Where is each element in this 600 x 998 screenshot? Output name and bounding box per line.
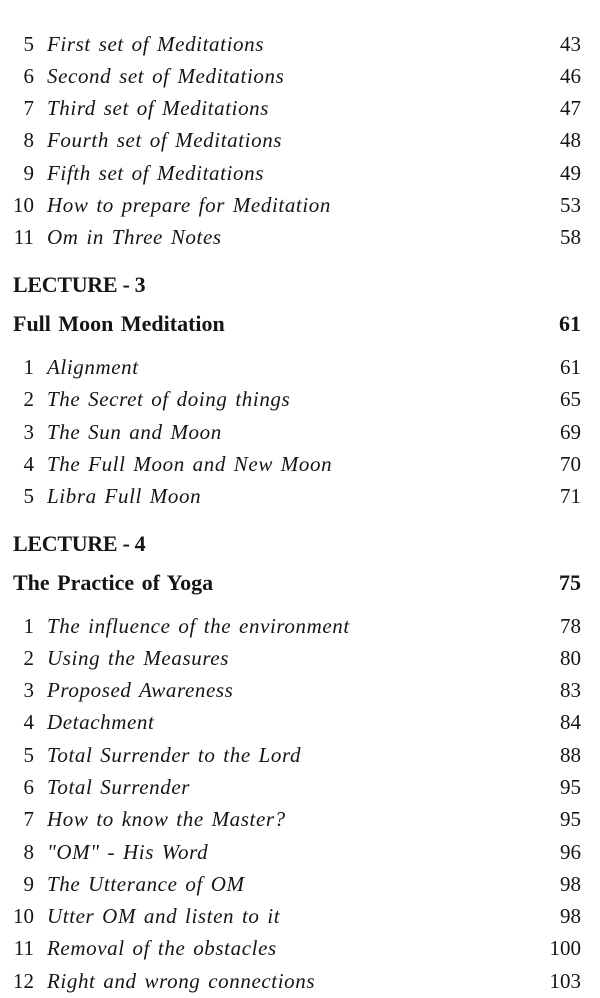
entry-page: 88 [560,743,581,767]
entry-title: Utter OM and listen to it [47,904,281,928]
entry-page: 53 [560,193,581,217]
entry-page: 98 [560,872,581,896]
toc-entry[interactable] [0,416,600,448]
entry-title: Detachment [47,710,155,734]
entry-title: Proposed Awareness [47,678,234,702]
lecture-page: 75 [559,570,581,595]
entry-number: 11 [13,225,34,249]
entry-title: Fifth set of Meditations [47,161,264,185]
entry-page: 100 [549,936,581,960]
entry-page: 43 [560,32,581,56]
lecture-label: LECTURE - 4 [13,531,146,556]
entry-title: The Secret of doing things [47,387,291,411]
entry-number: 5 [23,32,34,56]
toc-entry[interactable] [0,674,600,706]
entry-number: 1 [23,355,34,379]
entry-number: 7 [23,807,34,831]
entry-title: Right and wrong connections [47,969,316,993]
toc-entry[interactable] [0,771,600,803]
entry-page: 58 [560,225,581,249]
entry-title: Total Surrender to the Lord [47,743,302,767]
toc-entry[interactable] [0,189,600,221]
entry-page: 95 [560,775,581,799]
toc-entry[interactable] [0,92,600,124]
toc-entry[interactable] [0,803,600,835]
toc-entry[interactable] [0,351,600,383]
entry-number: 12 [13,969,34,993]
toc-entry[interactable] [0,157,600,189]
toc-entry[interactable] [0,836,600,868]
entry-title: Third set of Meditations [47,96,270,120]
entry-number: 8 [23,840,34,864]
entry-page: 61 [560,355,581,379]
toc-entry[interactable] [0,383,600,415]
lecture-label: LECTURE - 3 [13,272,146,297]
entry-number: 11 [13,936,34,960]
entry-number: 10 [13,904,34,928]
lecture-title: Full Moon Meditation [13,311,225,336]
entry-page: 49 [560,161,581,185]
entry-page: 96 [560,840,581,864]
entry-title: How to know the Master? [47,807,286,831]
entry-number: 6 [23,64,34,88]
entry-title: Second set of Meditations [47,64,285,88]
lecture-heading[interactable] [0,566,600,600]
entry-title: How to prepare for Meditation [47,193,331,217]
entry-number: 5 [23,743,34,767]
toc-entry[interactable] [0,60,600,92]
entry-title: "OM" - His Word [47,840,209,864]
toc-entry[interactable] [0,739,600,771]
toc-entry[interactable] [0,868,600,900]
entry-title: Om in Three Notes [47,225,222,249]
entry-title: The Full Moon and New Moon [47,452,333,476]
entry-page: 47 [560,96,581,120]
lecture-title: The Practice of Yoga [13,570,214,595]
toc-entry[interactable] [0,448,600,480]
entry-page: 71 [560,484,581,508]
entry-number: 2 [23,646,34,670]
toc-entry[interactable] [0,610,600,642]
entry-number: 10 [13,193,34,217]
entry-number: 7 [23,96,34,120]
entry-page: 69 [560,420,581,444]
entry-page: 70 [560,452,581,476]
entry-page: 48 [560,128,581,152]
entry-page: 65 [560,387,581,411]
entry-page: 98 [560,904,581,928]
toc-entry[interactable] [0,642,600,674]
entry-page: 95 [560,807,581,831]
entry-number: 5 [23,484,34,508]
entry-title: First set of Meditations [47,32,264,56]
toc-entry[interactable] [0,900,600,932]
entry-page: 103 [549,969,581,993]
entry-title: The Sun and Moon [47,420,222,444]
entry-page: 46 [560,64,581,88]
entry-number: 9 [23,161,34,185]
entry-number: 6 [23,775,34,799]
entry-title: Fourth set of Meditations [47,128,283,152]
toc-entry[interactable] [0,28,600,60]
toc-entry[interactable] [0,965,600,997]
lecture-heading[interactable] [0,307,600,341]
entry-page: 78 [560,614,581,638]
entry-title: Alignment [47,355,139,379]
entry-number: 1 [23,614,34,638]
entry-page: 83 [560,678,581,702]
entry-title: The Utterance of OM [47,872,245,896]
lecture-page: 61 [559,311,581,336]
toc-entry[interactable] [0,124,600,156]
entry-number: 3 [23,678,34,702]
entry-title: Libra Full Moon [47,484,202,508]
entry-title: Total Surrender [47,775,191,799]
toc-entry[interactable] [0,932,600,964]
entry-number: 4 [23,452,34,476]
entry-number: 2 [23,387,34,411]
entry-number: 4 [23,710,34,734]
entry-number: 9 [23,872,34,896]
entry-title: Removal of the obstacles [47,936,277,960]
toc-entry[interactable] [0,221,600,253]
entry-number: 3 [23,420,34,444]
toc-entry[interactable] [0,480,600,512]
toc-entry[interactable] [0,706,600,738]
entry-title: Using the Measures [47,646,230,670]
entry-number: 8 [23,128,34,152]
entry-page: 84 [560,710,581,734]
entry-page: 80 [560,646,581,670]
entry-title: The influence of the environment [47,614,350,638]
